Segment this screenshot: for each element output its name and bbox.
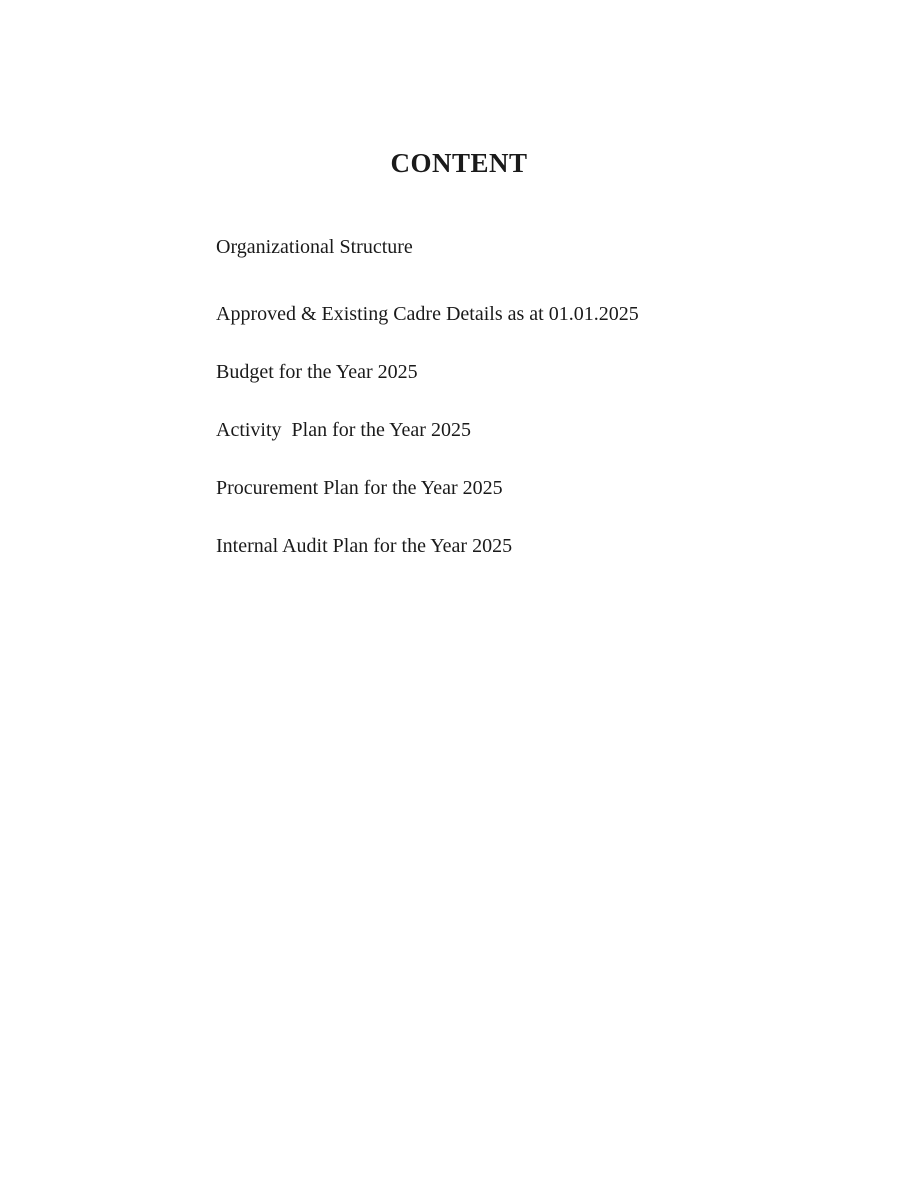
toc-item-organizational-structure: Organizational Structure — [216, 236, 413, 258]
toc-item-procurement-plan: Procurement Plan for the Year 2025 — [216, 477, 503, 499]
toc-item-cadre-details: Approved & Existing Cadre Details as at 01.01.2025 — [216, 303, 639, 325]
toc-item-activity-plan: Activity Plan for the Year 2025 — [216, 419, 471, 441]
toc-item-internal-audit-plan: Internal Audit Plan for the Year 2025 — [216, 535, 513, 557]
page-title: CONTENT — [390, 148, 528, 178]
table-of-contents — [216, 236, 878, 593]
toc-item-budget: Budget for the Year 2025 — [216, 361, 418, 383]
